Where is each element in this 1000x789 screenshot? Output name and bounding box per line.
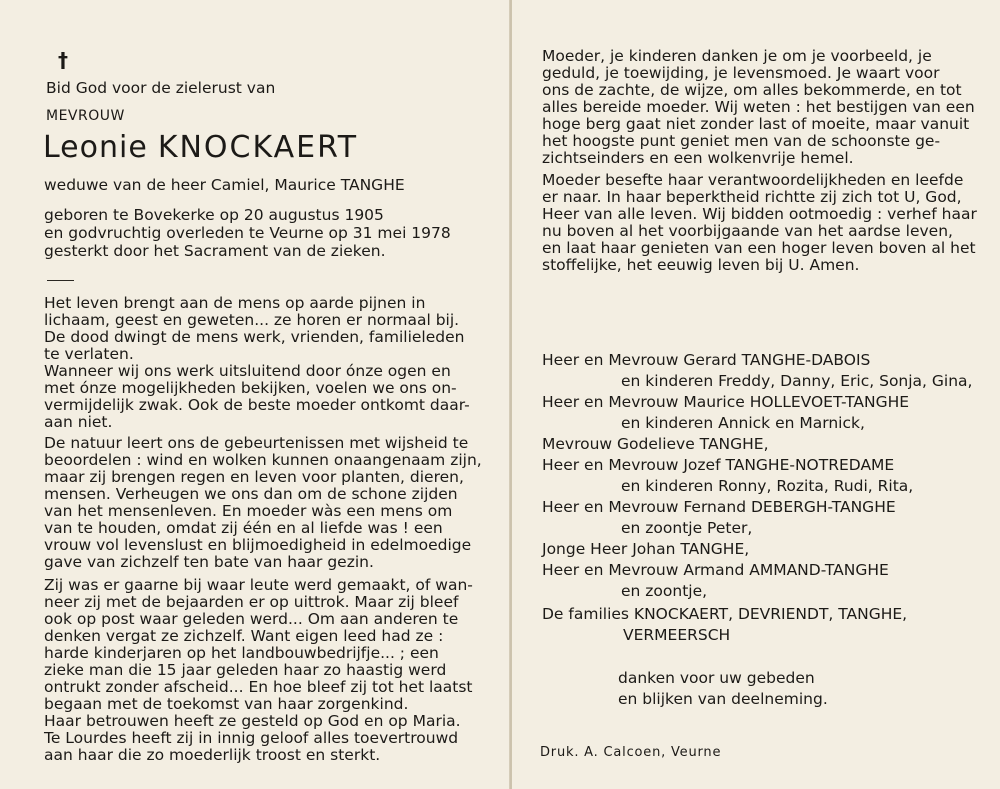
family-line: Heer en Mevrouw Fernand DEBERGH-TANGHE <box>542 498 896 516</box>
text-line: nu boven al het voorbijgaande van het aardse leven, <box>542 222 953 240</box>
text-line: zichtseinders en een wolkenvrije hemel. <box>542 149 854 167</box>
right-page <box>512 0 1000 789</box>
family-line: De families KNOCKAERT, DEVRIENDT, TANGHE, <box>542 605 908 623</box>
family-line: Jonge Heer Johan TANGHE, <box>542 540 750 558</box>
text-line: ons de zachte, de wijze, om alles bekommerde, en tot <box>542 81 962 99</box>
text-line: aan haar die zo moederlijk troost en sterkt. <box>44 746 381 764</box>
text-line: begaan met de toekomst van haar zorgenkind. <box>44 695 409 713</box>
family-line: Mevrouw Godelieve TANGHE, <box>542 435 769 453</box>
text-line: zieke man die 15 jaar geleden haar zo haastig werd <box>44 661 447 679</box>
family-line: VERMEERSCH <box>623 626 731 644</box>
text-line: gave van zichzelf ten bate van haar gezin. <box>44 553 374 571</box>
text-line: maar zij brengen regen en leven voor planten, dieren, <box>44 468 464 486</box>
paragraph-1 <box>44 295 470 431</box>
text-line: en laat haar genieten van een hoger leven boven al het <box>542 239 976 257</box>
text-line: het hoogste punt geniet men van de schoonste ge- <box>542 132 941 150</box>
family-line: Heer en Mevrouw Armand AMMAND-TANGHE <box>542 561 889 579</box>
text-line: Het leven brengt aan de mens op aarde pijnen in <box>44 294 426 312</box>
text-line: aan niet. <box>44 413 113 431</box>
first-name: Leonie <box>43 130 148 165</box>
family-line: Heer en Mevrouw Jozef TANGHE-NOTREDAME <box>542 456 895 474</box>
family-line: en kinderen Freddy, Danny, Eric, Sonja, Gina, <box>621 372 973 390</box>
paragraph-5 <box>542 172 977 274</box>
thanks-line: en blijken van deelneming. <box>618 690 828 708</box>
text-line: vrouw vol levenslust en blijmoedigheid in edelmoedige <box>44 536 472 554</box>
text-line: Wanneer wij ons werk uitsluitend door ónze ogen en <box>44 362 451 380</box>
text-line: vermijdelijk zwak. Ook de beste moeder ontkomt daar- <box>44 396 470 414</box>
text-line: er naar. In haar beperktheid richtte zij zich tot U, God, <box>542 188 962 206</box>
text-line: van het mensenleven. En moeder wàs een mens om <box>44 502 453 520</box>
text-line: denken vergat ze zichzelf. Want eigen leed had ze : <box>44 627 444 645</box>
widow-of: weduwe van de heer Camiel, Maurice TANGHE <box>44 176 405 194</box>
text-line: Moeder, je kinderen danken je om je voorbeeld, je <box>542 47 932 65</box>
text-line: lichaam, geest en geweten... ze horen er normaal bij. <box>44 311 460 329</box>
text-line: van te houden, omdat zij één en al liefde was ! een <box>44 519 443 537</box>
deceased-name <box>43 130 358 165</box>
text-line: Haar betrouwen heeft ze gesteld op God en op Maria. <box>44 712 461 730</box>
text-line: De natuur leert ons de gebeurtenissen met wijsheid te <box>44 434 469 452</box>
family-line: en zoontje Peter, <box>621 519 753 537</box>
text-line: neer zij met de bejaarden er op uittrok. Maar zij bleef <box>44 593 459 611</box>
text-line: beoordelen : wind en wolken kunnen onaangenaam zijn, <box>44 451 482 469</box>
text-line: ontrukt zonder afscheid... En hoe bleef zij tot het laatst <box>44 678 473 696</box>
text-line: Heer van alle leven. Wij bidden ootmoedig : verhef haar <box>542 205 977 223</box>
thanks-line: danken voor uw gebeden <box>618 669 815 687</box>
text-line: alles bereide moeder. Wij weten : het bestijgen van een <box>542 98 975 116</box>
text-line: De dood dwingt de mens werk, vrienden, familieleden <box>44 328 465 346</box>
family-line: en kinderen Annick en Marnick, <box>621 414 865 432</box>
text-line: harde kinderjaren op het landbouwbedrijfje... ; een <box>44 644 439 662</box>
family-line: Heer en Mevrouw Maurice HOLLEVOET-TANGHE <box>542 393 910 411</box>
text-line: ook op post waar geleden werd... Om aan anderen te <box>44 610 459 628</box>
paragraph-2 <box>44 435 482 571</box>
family-line: en zoontje, <box>621 582 708 600</box>
title-mevrouw: MEVROUW <box>46 108 125 124</box>
sacrament-line: gesterkt door het Sacrament van de zieken. <box>44 242 386 260</box>
printer-credit: Druk. A. Calcoen, Veurne <box>540 745 722 760</box>
family-line: en kinderen Ronny, Rozita, Rudi, Rita, <box>621 477 914 495</box>
death-line: en godvruchtig overleden te Veurne op 31 mei 1978 <box>44 224 451 242</box>
text-line: mensen. Verheugen we ons dan om de schone zijden <box>44 485 458 503</box>
cross-icon: † <box>58 48 68 72</box>
last-name: KNOCKAERT <box>157 130 359 165</box>
text-line: Zij was er gaarne bij waar leute werd gemaakt, of wan- <box>44 576 473 594</box>
prayer-line: Bid God voor de zielerust van <box>46 79 276 97</box>
text-line: Moeder besefte haar verantwoordelijkheden en leefde <box>542 171 964 189</box>
text-line: met ónze mogelijkheden bekijken, voelen we ons on- <box>44 379 457 397</box>
birth-line: geboren te Bovekerke op 20 augustus 1905 <box>44 206 384 224</box>
text-line: geduld, je toewijding, je levensmoed. Je waart voor <box>542 64 940 82</box>
paragraph-4 <box>542 48 975 167</box>
text-line: stoffelijke, het eeuwig leven bij U. Amen. <box>542 256 860 274</box>
text-line: hoge berg gaat niet zonder last of moeite, maar vanuit <box>542 115 970 133</box>
paragraph-3 <box>44 577 473 764</box>
family-line: Heer en Mevrouw Gerard TANGHE-DABOIS <box>542 351 871 369</box>
text-line: te verlaten. <box>44 345 134 363</box>
separator <box>47 280 74 281</box>
text-line: Te Lourdes heeft zij in innig geloof alles toevertrouwd <box>44 729 459 747</box>
